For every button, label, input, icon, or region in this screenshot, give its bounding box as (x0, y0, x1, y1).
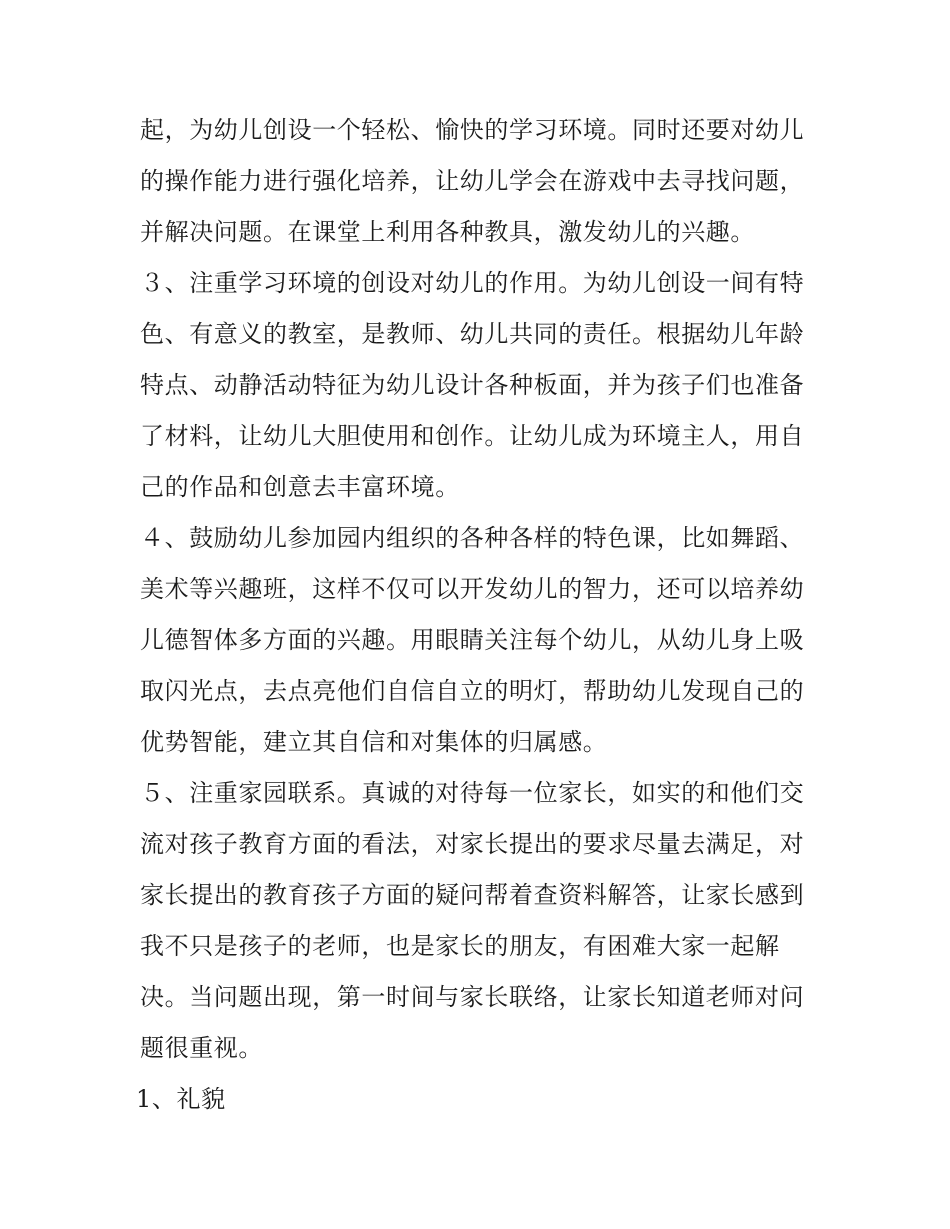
text-line: 了材料，让幼儿大胆使用和创作。让幼儿成为环境主人，用自 (140, 422, 805, 450)
text-line: 色、有意义的教室，是教师、幼儿共同的责任。根据幼儿年龄 (140, 320, 805, 348)
text-line: ５、注重家园联系。真诚的对待每一位家长，如实的和他们交 (140, 779, 805, 807)
text-line: 优势智能，建立其自信和对集体的归属感。 (140, 728, 608, 756)
text-line: 的操作能力进行强化培养，让幼儿学会在游戏中去寻找问题， (140, 167, 805, 195)
text-line: ３、注重学习环境的创设对幼儿的作用。为幼儿创设一间有特 (140, 269, 805, 297)
text-line: 取闪光点，去点亮他们自信自立的明灯，帮助幼儿发现自己的 (140, 677, 805, 705)
text-line: ４、鼓励幼儿参加园内组织的各种各样的特色课，比如舞蹈、 (140, 524, 805, 552)
text-line: 起，为幼儿创设一个轻松、愉快的学习环境。同时还要对幼儿 (140, 116, 805, 144)
text-line: 我不只是孩子的老师，也是家长的朋友，有困难大家一起解 (140, 932, 780, 960)
text-line: 题很重视。 (140, 1034, 263, 1062)
text-line: 特点、动静活动特征为幼儿设计各种板面，并为孩子们也准备 (140, 371, 805, 399)
text-line: 家长提出的教育孩子方面的疑问帮着查资料解答，让家长感到 (140, 881, 805, 909)
text-line: 流对孩子教育方面的看法，对家长提出的要求尽量去满足，对 (140, 830, 805, 858)
text-line: 并解决问题。在课堂上利用各种教具，激发幼儿的兴趣。 (140, 218, 755, 246)
section-heading: 1、礼貌 (136, 1085, 226, 1113)
text-line: 己的作品和创意去丰富环境。 (140, 473, 460, 501)
text-line: 儿德智体多方面的兴趣。用眼睛关注每个幼儿，从幼儿身上吸 (140, 626, 805, 654)
text-line: 决。当问题出现，第一时间与家长联络，让家长知道老师对问 (140, 983, 805, 1011)
text-line: 美术等兴趣班，这样不仅可以开发幼儿的智力，还可以培养幼 (140, 575, 805, 603)
